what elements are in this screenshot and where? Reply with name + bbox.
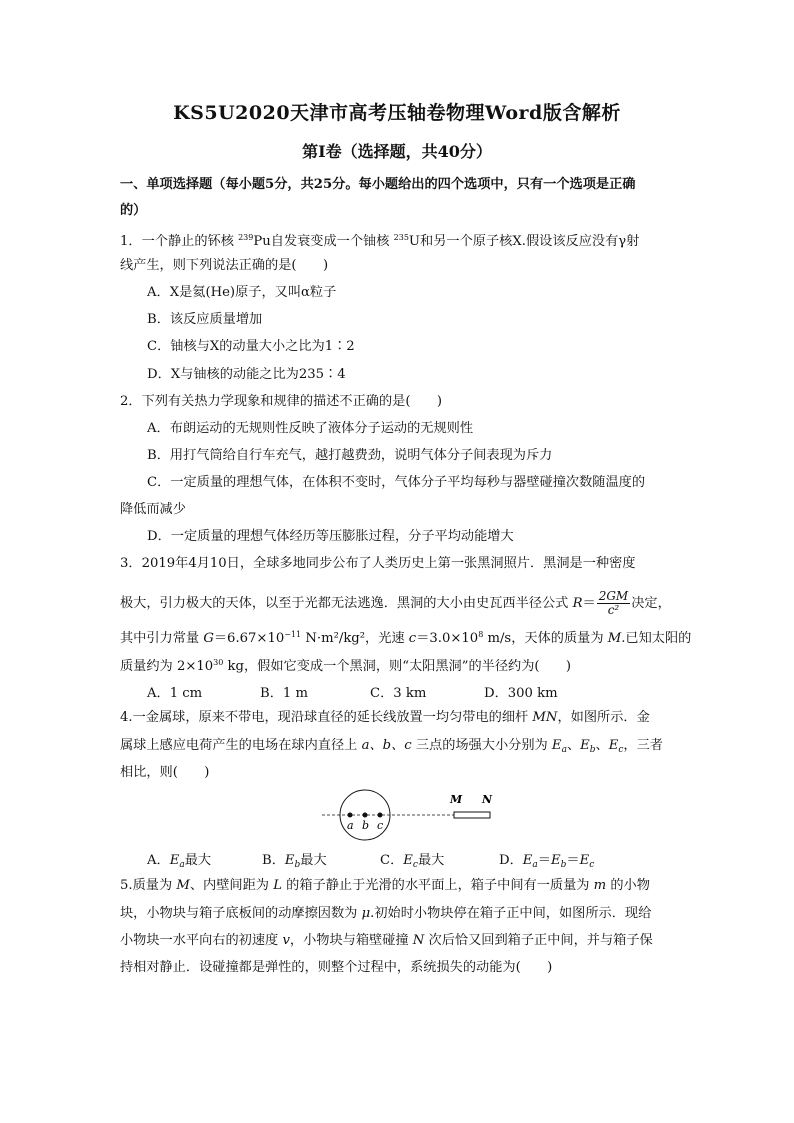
q1-stem-line2: 线产生，则下列说法正确的是( ) xyxy=(120,258,329,273)
q3-option-d: D．300 km xyxy=(484,686,558,701)
point-b xyxy=(363,813,368,818)
q1-option-c: C．铀核与X的动量大小之比为1∶2 xyxy=(147,339,355,354)
q3-stem-line3: 其中引力常量 $G=6.67\times 10^{-11}$ N·m²/kg²，光速 $c=3.0\times 10^8$ m/s，天体的质量为 M.已知太阳的 xyxy=(120,630,692,646)
q1-option-a: A．X是氦(He)原子，又叫α粒子 xyxy=(147,285,337,300)
section-heading-line1: 一、单项选择题（每小题5分，共25分。每小题给出的四个选项中，只有一个选项是正确 xyxy=(120,177,636,192)
q5-stem-line1: 5.质量为 M、内壁间距为 L 的箱子静止于光滑的水平面上，箱子中间有一质量为 m 的小物 xyxy=(120,878,650,893)
q4-figure xyxy=(322,783,502,843)
schwarzschild-fraction: $\frac{2GM}{\text{c²}}$ xyxy=(598,589,629,617)
q4-option-d: D．$E_a=E_b=E_c$ xyxy=(499,853,595,870)
section-subtitle: 第Ⅰ卷（选择题，共40分） xyxy=(302,142,492,161)
q5-stem-line2: 块，小物块与箱子底板间的动摩擦因数为 μ.初始时小物块停在箱子正中间，如图所示．现给 xyxy=(120,906,652,921)
q2-stem: 2．下列有关热力学现象和规律的描述不正确的是( ) xyxy=(120,394,442,409)
q4-option-b: B．$E_b$最大 xyxy=(262,853,327,870)
point-c xyxy=(378,813,383,818)
q3-option-a: A．1 cm xyxy=(147,686,203,701)
q4-stem-line3: 相比，则( ) xyxy=(120,765,210,780)
q5-stem-line3: 小物块一水平向右的初速度 v，小物块与箱壁碰撞 N 次后恰又回到箱子正中间，并与箱子保 xyxy=(120,933,653,948)
q3-stem-line1: 3．2019年4月10日，全球多地同步公布了人类历史上第一张黑洞照片．黑洞是一种密度 xyxy=(120,556,636,571)
q3-stem-line2: 极大，引力极大的天体，以至于光都无法逃逸．黑洞的大小由史瓦西半径公式 R＝ $\frac{2GM}{\text{c²}}$ 决定， xyxy=(120,589,671,617)
point-a xyxy=(348,813,353,818)
q2-option-d: D．一定质量的理想气体经历等压膨胀过程，分子平均动能增大 xyxy=(147,529,514,544)
q3-option-c: C．3 km xyxy=(370,686,427,701)
label-N: N xyxy=(482,793,493,806)
q2-option-b: B．用打气筒给自行车充气，越打越费劲，说明气体分子间表现为斥力 xyxy=(147,448,553,463)
q4-stem-line2: 属球上感应电荷产生的电场在球内直径上 a、b、c 三点的场强大小分别为 $E_a$、$E_b$、$E_c$，三者 xyxy=(120,738,663,755)
page-title: KS5U2020天津市高考压轴卷物理Word版含解析 xyxy=(173,102,621,124)
section-heading-line2: 的） xyxy=(120,203,147,218)
q4-stem-line1: 4.一金属球，原来不带电，现沿球直径的延长线放置一均匀带电的细杆 MN，如图所示．金 xyxy=(120,710,650,725)
q1-option-b: B．该反应质量增加 xyxy=(147,312,263,327)
q2-option-c-line2: 降低而减少 xyxy=(120,502,186,517)
q1-stem-line1: 1．一个静止的钚核 $^{239}$Pu自发衰变成一个铀核 $^{235}$U和另一个原子核X.假设该反应没有γ射 xyxy=(120,233,640,249)
q4-option-c: C．$E_c$最大 xyxy=(380,853,445,870)
label-a: a xyxy=(347,819,354,832)
label-M: M xyxy=(450,793,463,806)
q5-stem-line4: 持相对静止．设碰撞都是弹性的，则整个过程中，系统损失的动能为( ) xyxy=(120,960,553,975)
q2-option-a: A．布朗运动的无规则性反映了液体分子运动的无规则性 xyxy=(147,421,474,436)
q1-option-d: D．X与铀核的动能之比为235∶4 xyxy=(147,367,346,382)
q3-option-b: B．1 m xyxy=(260,686,308,701)
label-c: c xyxy=(377,819,384,832)
q4-option-a: A．$E_a$最大 xyxy=(147,853,212,870)
q3-stem-line4: 质量约为 $2\times 10^{30}$ kg，假如它变成一个黑洞，则“太阳黑洞”的半径约为( ) xyxy=(120,658,572,674)
charged-rod xyxy=(454,812,490,818)
q2-option-c-line1: C．一定质量的理想气体，在体积不变时，气体分子平均每秒与器壁碰撞次数随温度的 xyxy=(147,475,646,490)
label-b: b xyxy=(362,819,370,832)
